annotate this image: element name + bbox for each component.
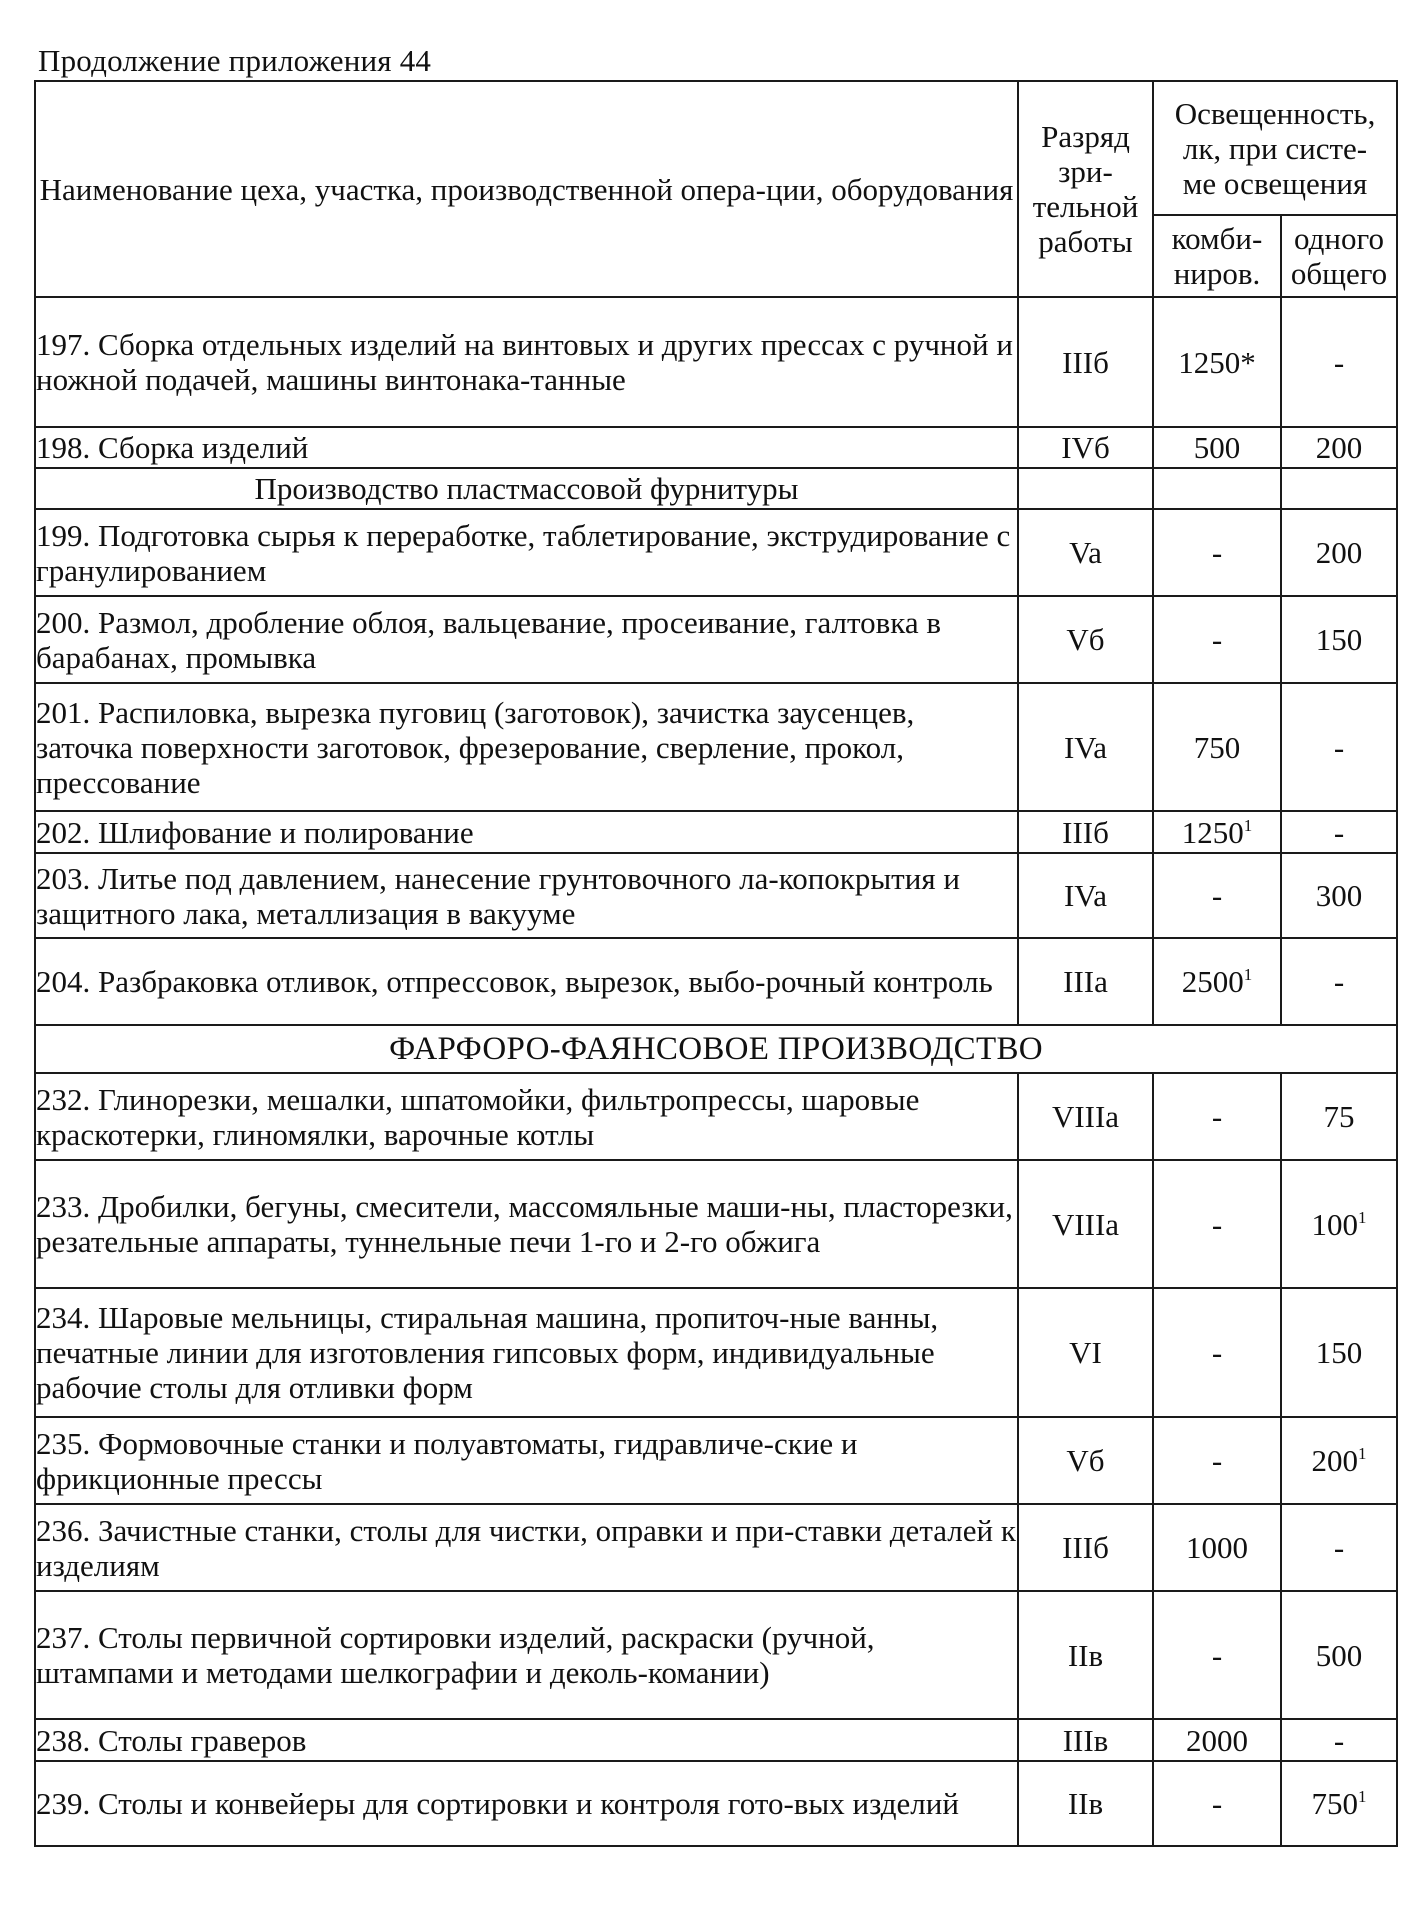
table-row xyxy=(35,683,1397,811)
row-name: 197. Сборка отдельных изделий на винтовых и других прессах с ручной и ножной подачей, машины винтонака-танные xyxy=(35,297,1018,427)
footnote-mark: 1 xyxy=(1243,965,1253,984)
row-name: 201. Распиловка, вырезка пуговиц (заготовок), зачистка заусенцев, заточка поверхности заготовок, фрезерование, сверление, прокол, прессование xyxy=(35,683,1018,811)
header-illuminance-line: лк, при систе- xyxy=(1182,130,1368,166)
row-grade: VIIIa xyxy=(1018,1160,1153,1288)
row-combined: 500 xyxy=(1153,427,1281,468)
row-grade: IIIв xyxy=(1018,1719,1153,1761)
row-name: 204. Разбраковка отливок, отпрессовок, вырезок, выбо-рочный контроль xyxy=(35,938,1018,1025)
table-body xyxy=(35,81,1397,1846)
table-row xyxy=(35,509,1397,596)
empty-cell xyxy=(1153,468,1281,509)
table-row xyxy=(35,1761,1397,1846)
row-grade: VIIIa xyxy=(1018,1073,1153,1160)
header-row-top xyxy=(35,81,1397,215)
table-row xyxy=(35,1504,1397,1591)
row-general xyxy=(1281,1160,1397,1288)
row-general xyxy=(1281,1761,1397,1846)
row-grade: VI xyxy=(1018,1288,1153,1417)
row-general: - xyxy=(1281,1719,1397,1761)
empty-cell xyxy=(1281,468,1397,509)
footnote-mark: 1 xyxy=(1358,1444,1367,1463)
row-combined: 750 xyxy=(1153,683,1281,811)
row-general: 75 xyxy=(1281,1073,1397,1160)
row-name: 239. Столы и конвейеры для сортировки и контроля гото-вых изделий xyxy=(35,1761,1018,1846)
header-general-line: общего xyxy=(1290,256,1388,291)
row-general: - xyxy=(1281,1504,1397,1591)
table-row xyxy=(35,1591,1397,1719)
row-grade: IVб xyxy=(1018,427,1153,468)
row-name: 203. Литье под давлением, нанесение грунтовочного ла-копокрытия и защитного лака, металлизация в вакууме xyxy=(35,853,1018,938)
row-name: 237. Столы первичной сортировки изделий, раскраски (ручной, штампами и методами шелкографии и деколь-комании) xyxy=(35,1591,1018,1719)
header-combined-line: ниров. xyxy=(1173,256,1261,291)
header-grade-line: Разряд xyxy=(1041,119,1130,154)
row-grade: Vб xyxy=(1018,596,1153,683)
table-row xyxy=(35,427,1397,468)
row-name: 238. Столы граверов xyxy=(35,1719,1018,1761)
row-name: 234. Шаровые мельницы, стиральная машина, пропиточ-ные ванны, печатные линии для изготовления гипсовых форм, индивидуальные рабочие столы для отливки форм xyxy=(35,1288,1018,1417)
row-combined: 1000 xyxy=(1153,1504,1281,1591)
row-general-value: 200 xyxy=(1311,1443,1358,1478)
row-grade: IIIб xyxy=(1018,1504,1153,1591)
header-illuminance-line: Освещенность, xyxy=(1174,95,1376,131)
row-combined-value: 2500 xyxy=(1181,964,1244,999)
footnote-mark: 1 xyxy=(1358,1207,1367,1227)
row-general: 150 xyxy=(1281,1288,1397,1417)
row-general: - xyxy=(1281,683,1397,811)
row-combined: - xyxy=(1153,1417,1281,1504)
row-grade: IIIб xyxy=(1018,811,1153,853)
row-general: 500 xyxy=(1281,1591,1397,1719)
header-grade-line: тельной xyxy=(1032,189,1139,224)
table-row xyxy=(35,853,1397,938)
header-general-line: одного xyxy=(1294,221,1384,256)
header-combined-line: комби- xyxy=(1171,221,1263,256)
table-row xyxy=(35,938,1397,1025)
header-grade-line: работы xyxy=(1038,224,1133,259)
section-row xyxy=(35,468,1397,509)
row-combined: 2000 xyxy=(1153,1719,1281,1761)
row-combined: - xyxy=(1153,1591,1281,1719)
header-grade xyxy=(1018,81,1153,297)
table-row xyxy=(35,1160,1397,1288)
row-combined: - xyxy=(1153,1073,1281,1160)
row-grade: IVa xyxy=(1018,853,1153,938)
row-general: 150 xyxy=(1281,596,1397,683)
row-grade: Vб xyxy=(1018,1417,1153,1504)
header-combined xyxy=(1153,215,1281,297)
table-row xyxy=(35,811,1397,853)
row-combined: - xyxy=(1153,853,1281,938)
row-name: 202. Шлифование и полирование xyxy=(35,811,1018,853)
row-general xyxy=(1281,1417,1397,1504)
row-name: 199. Подготовка сырья к переработке, таблетирование, экструдирование с гранулированием xyxy=(35,509,1018,596)
row-combined xyxy=(1153,811,1281,853)
section-row xyxy=(35,1025,1397,1073)
row-combined: - xyxy=(1153,1288,1281,1417)
header-illuminance-line: ме освещения xyxy=(1182,165,1368,201)
footnote-mark: 1 xyxy=(1358,1787,1367,1806)
table-row xyxy=(35,1417,1397,1504)
row-name: 232. Глинорезки, мешалки, шпатомойки, фильтропрессы, шаровые краскотерки, глиномялки, варочные котлы xyxy=(35,1073,1018,1160)
row-combined-value: 1250 xyxy=(1181,814,1244,850)
header-general xyxy=(1281,215,1397,297)
footnote-mark: 1 xyxy=(1243,815,1253,835)
page-caption: Продолжение приложения 44 xyxy=(38,43,432,78)
section-title: Производство пластмассовой фурнитуры xyxy=(35,468,1018,509)
row-general: - xyxy=(1281,811,1397,853)
table-row xyxy=(35,596,1397,683)
table-row xyxy=(35,1073,1397,1160)
row-name: 198. Сборка изделий xyxy=(35,427,1018,468)
row-general: - xyxy=(1281,297,1397,427)
row-grade: IIIa xyxy=(1018,938,1153,1025)
empty-cell xyxy=(1018,468,1153,509)
table-row xyxy=(35,297,1397,427)
row-combined: - xyxy=(1153,596,1281,683)
row-name: 233. Дробилки, бегуны, смесители, массомяльные маши-ны, пласторезки, резательные аппараты, туннельные печи 1-го и 2-го обжига xyxy=(35,1160,1018,1288)
row-name: 236. Зачистные станки, столы для чистки, оправки и при-ставки деталей к изделиям xyxy=(35,1504,1018,1591)
row-grade: IIв xyxy=(1018,1761,1153,1846)
row-combined: - xyxy=(1153,509,1281,596)
row-name: 235. Формовочные станки и полуавтоматы, гидравличе-ские и фрикционные прессы xyxy=(35,1417,1018,1504)
row-general-value: 100 xyxy=(1311,1206,1358,1242)
row-combined: - xyxy=(1153,1761,1281,1846)
row-combined: 1250* xyxy=(1153,297,1281,427)
section-title: ФАРФОРО-ФАЯНСОВОЕ ПРОИЗВОДСТВО xyxy=(35,1025,1397,1073)
table-row xyxy=(35,1288,1397,1417)
header-illuminance xyxy=(1153,81,1397,215)
row-grade: IIIб xyxy=(1018,297,1153,427)
row-grade: IIв xyxy=(1018,1591,1153,1719)
row-general-value: 750 xyxy=(1311,1786,1358,1821)
row-grade: IVa xyxy=(1018,683,1153,811)
row-combined xyxy=(1153,938,1281,1025)
row-general: 300 xyxy=(1281,853,1397,938)
header-name: Наименование цеха, участка, производственной опера-ции, оборудования xyxy=(35,81,1018,297)
row-general: - xyxy=(1281,938,1397,1025)
row-general: 200 xyxy=(1281,427,1397,468)
illumination-table xyxy=(34,80,1398,1847)
header-grade-line: зри- xyxy=(1058,154,1113,189)
row-combined: - xyxy=(1153,1160,1281,1288)
row-name: 200. Размол, дробление облоя, вальцевание, просеивание, галтовка в барабанах, промывка xyxy=(35,596,1018,683)
row-general: 200 xyxy=(1281,509,1397,596)
row-grade: Va xyxy=(1018,509,1153,596)
table-row xyxy=(35,1719,1397,1761)
